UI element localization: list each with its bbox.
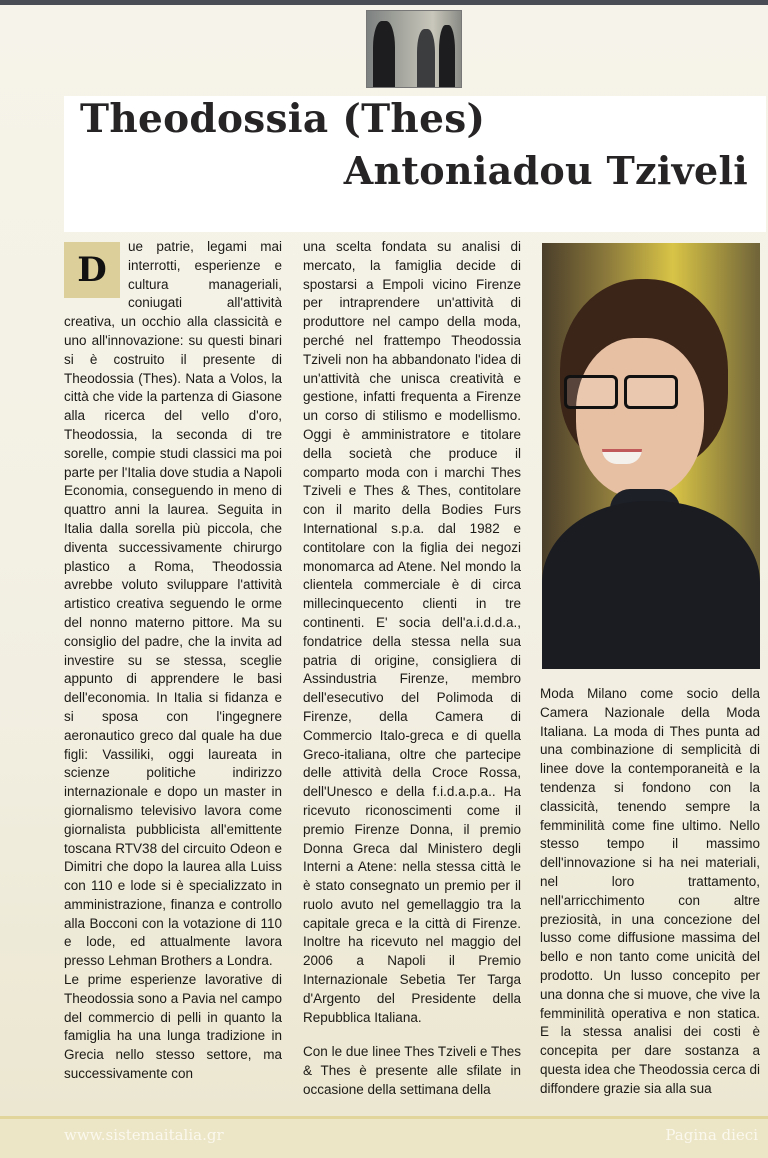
- portrait-shoulders: [542, 501, 760, 669]
- article-title-line1: Theodossia (Thes): [80, 96, 486, 142]
- paragraph: Le prime esperienze lavorative di Theodossia sono a Pavia nel campo del commercio di pelli in quanto la famiglia ha una lunga tradizione in Grecia nello stesso settore, ma successivamente con: [64, 972, 282, 1082]
- glasses-lens-left: [564, 375, 618, 409]
- text-column-3: [540, 685, 760, 1110]
- article-title-line2: Antoniadou Tziveli: [343, 148, 748, 193]
- text-column-2: [303, 238, 521, 1110]
- footer-page-label: Pagina dieci: [665, 1126, 758, 1144]
- paragraph: Moda Milano come socio della Camera Nazionale della Moda Italiana. La moda di Thes punta ad una combinazione di semplicità di linee dove la contemporaneità e la tendenza si fondono con la classicità, tenendo sempre la femminilità come fine ultimo. Nello stesso tempo il massimo dell'innovazione si ha nei materiali, nel loro trattamento, nell'arricchimento con altre preziosità, in una concezione del lusso come diffusione massima del bello e non tanto come unicità del prodotto. Un lusso concepito per una donna che si muove, che vive la femminilità operativa e non statica. E la stessa analisi dei costi è concepita per dare sostanza a questa idea che Theodossia cerca di diffondere grazie sia alla sua: [540, 686, 760, 1096]
- portrait-photo: [542, 243, 760, 669]
- footer-website: www.sistemaitalia.gr: [64, 1126, 224, 1144]
- header-thumbnail-photo: [366, 10, 462, 88]
- drop-cap: D: [64, 242, 120, 298]
- text-column-1: [64, 238, 282, 1110]
- paragraph: Con le due linee Thes Tziveli e Thes & Thes è presente alle sfilate in occasione della settimana della: [303, 1044, 521, 1098]
- paragraph: una scelta fondata su analisi di mercato, la famiglia decide di spostarsi a Empoli vicino Firenze per intraprendere un'attività di produttore nel campo della moda, perché nel frattempo Theodossia Tziveli non ha abbandonato l'idea di un'attività che unisca creatività e gestione, infatti frequenta a Firenze un corso di stilismo e modellismo. Oggi è amministratore e titolare della società che produce il comparto moda con i marchi Thes Tziveli e Thes & Thes, contitolare con il marito della Bodies Furs International s.p.a. dal 1982 e contitolare con la figlia dei negozi monomarca ad Atene. Nel mondo la clientela commerciale è di circa millecinquecento clienti in tre continenti. E' socia dell'a.i.d.d.a., fondatrice della stessa nella sua patria di origine, consigliera di Assindustria Firenze, membro dell'esecutivo del Polimoda di Firenze, della Camera di Commercio Italo-greca e di quella Greco-italiana, oltre che partecipe delle attività della Croce Rossa, dell'Unesco e della f.i.d.a.p.a.. Ha ricevuto riconoscimenti come il premio Firenze Donna, il premio Donna Greca dal Ministero degli Interni a Atene: nella stessa città le è stato consegnato un premio per il ruolo avuto nel gemellaggio tra la capitale greca e la città di Firenze. Inoltre ha ricevuto nel maggio del 2006 a Napoli il Premio Internazionale Sebetia Ter Targa d'Argento del Presidente della Repubblica Italiana.: [303, 239, 521, 1025]
- thumbnail-figure: [439, 25, 455, 87]
- portrait-face: [576, 338, 704, 498]
- thumbnail-figure: [417, 29, 435, 87]
- thumbnail-figure: [373, 21, 395, 87]
- glasses-lens-right: [624, 375, 678, 409]
- paragraph: ue patrie, legami mai interrotti, esperienze e cultura manageriali, coniugati all'attività creativa, un occhio alla classicità e uno all'innovazione: su questi binari si è costruito il presente di Theodossia (Thes). Nata a Volos, la città che vide la partenza di Giasone alla ricerca del vello d'oro, Theodossia, la seconda di tre sorelle, compie studi classici ma poi parte per l'Italia dove studia a Napoli Economia, conseguendo in meno di quattro anni la laurea. Seguita in Italia dalla sorella più piccola, che diventa successivamente chirurgo plastico a Roma, Theodossia avrebbe voluto sviluppare l'attività artistico creativa seguendo le orme del nonno materno pittore. Ma su consiglio del padre, che la invita ad investire su se stessa, sceglie appunto di apprendere le basi dell'economia. In Italia si fidanza e si sposa con l'ingegnere aeronautico greco dal quale ha due figli: Vassiliki, oggi laureata in scienze politiche indirizzo internazionale e dopo un master in giornalismo televisivo lavora come giornalista pubblicista all'emittente toscana RTV38 del circuito Odeon e Dimitri che dopo la laurea alla Luiss con 110 e lode si è specializzato in amministrazione, finanza e controllo alla Bocconi con la votazione di 110 e lode, ed attualmente lavora presso Lehman Brothers a Londra.: [64, 239, 282, 969]
- top-border: [0, 0, 768, 5]
